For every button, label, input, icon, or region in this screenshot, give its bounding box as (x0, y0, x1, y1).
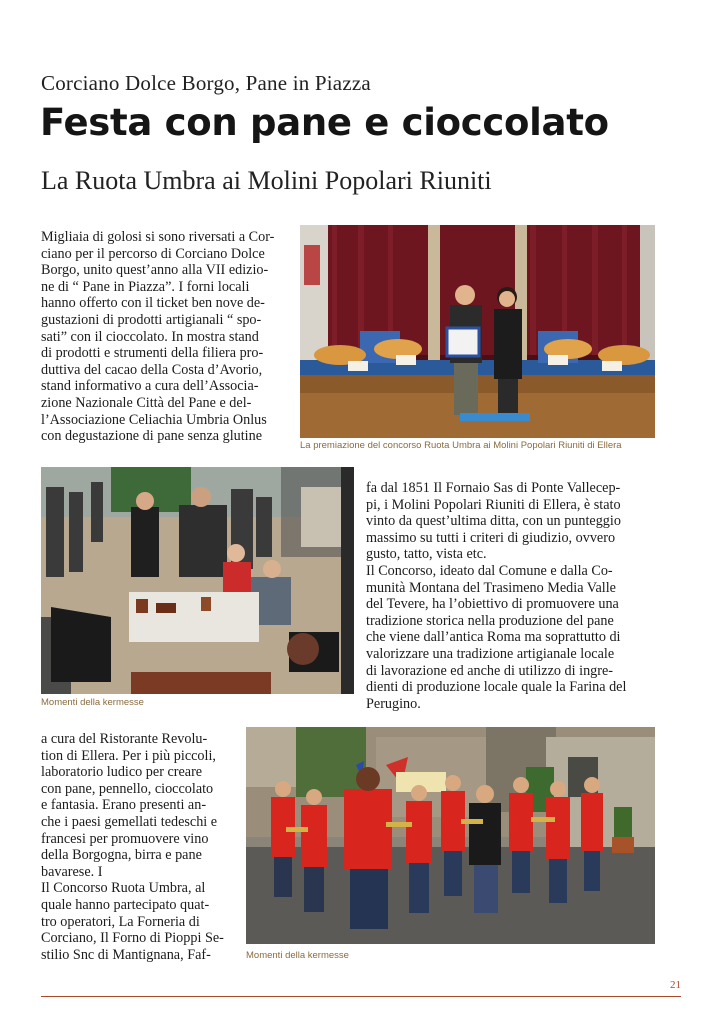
text-column-2 (366, 480, 656, 712)
text-line: quale hanno partecipato quat- (41, 896, 210, 913)
award-ceremony-photo (300, 225, 655, 438)
text-line: gusto, tatto, vista etc. (366, 546, 487, 563)
text-line: a cura del Ristorante Revolu- (41, 731, 208, 747)
page-number: 21 (670, 979, 681, 991)
text-line: stilio Snc di Mantignana, Faf- (41, 946, 211, 963)
text-line: Perugino. (366, 695, 421, 712)
text-column-3 (41, 731, 236, 963)
text-line: valorizzare una tradizione artigianale locale (366, 645, 615, 662)
text-line: pi, i Molini Popolari Riuniti di Ellera, è stato (366, 496, 621, 513)
text-line: bavarese. I (41, 863, 103, 880)
text-column-1 (41, 229, 290, 445)
text-line: Borgo, unito quest’anno alla VII edizio- (41, 262, 269, 279)
text-line: ciano per il percorso di Corciano Dolce (41, 245, 265, 262)
fair-stands-photo (41, 467, 354, 694)
text-line: hanno offerto con il ticket ben nove de- (41, 295, 265, 312)
fair-photo-caption: Momenti della kermesse (41, 697, 144, 708)
text-line: del Tevere, ha l’obiettivo di promuovere una (366, 596, 619, 613)
text-line: zione Nazionale Città del Pane e del- (41, 394, 252, 411)
text-line: tradizione storica nella produzione del pane (366, 612, 614, 629)
text-line: duttiva del cacao della Costa d’Avorio, (41, 361, 263, 378)
text-line: Migliaia di golosi si sono riversati a Cor- (41, 229, 275, 245)
text-line: l’Associazione Celiachia Umbria Onlus (41, 411, 267, 428)
text-line: dienti di produzione locale quale la Farina del (366, 679, 627, 696)
article-subtitle: La Ruota Umbra ai Molini Popolari Riuniti (41, 166, 492, 195)
text-line: e fantasia. Erano presenti an- (41, 797, 207, 814)
text-line: Il Concorso Ruota Umbra, al (41, 880, 206, 897)
article-title: Festa con pane e cioccolato (40, 101, 609, 144)
text-line: gustazioni di prodotti artigianali “ spo- (41, 311, 262, 328)
text-line: tion di Ellera. Per i più piccoli, (41, 747, 216, 764)
text-line: che viene dall’antica Roma ma soprattutto di (366, 629, 621, 646)
text-line: con pane, pennello, cioccolato (41, 780, 214, 797)
text-line: munità Montana del Trasimeno Media Valle (366, 579, 616, 596)
footer-rule (41, 996, 681, 997)
text-line: ne di “ Pane in Piazza”. I forni locali (41, 278, 250, 295)
article-kicker: Corciano Dolce Borgo, Pane in Piazza (41, 71, 371, 95)
marching-band-photo (246, 727, 655, 944)
text-line: Corciano, Il Forno di Pioppi Se- (41, 930, 224, 947)
text-line: stand informativo a cura dell’Associa- (41, 378, 259, 395)
text-line: che i paesi gemellati tedeschi e (41, 813, 218, 830)
text-line: tro operatori, La Forneria di (41, 913, 200, 930)
text-line: vinto da quest’ultima ditta, con un punteggio (366, 513, 621, 530)
band-photo-caption: Momenti della kermesse (246, 950, 349, 961)
text-line: fa dal 1851 Il Fornaio Sas di Ponte Vallecep- (366, 480, 621, 496)
text-line: francesi per promuovere vino (41, 830, 209, 847)
text-line: della Borgogna, birra e pane (41, 847, 202, 864)
text-line: massimo su tutti i criteri di giudizio, ovvero (366, 529, 616, 546)
text-line: sati” con il cioccolato. In mostra stand (41, 328, 259, 345)
text-line: con degustazione di pane senza glutine (41, 428, 263, 445)
text-line: di lavorazione ed anche di utilizzo di ingre- (366, 662, 613, 679)
text-line: laboratorio ludico per creare (41, 764, 203, 781)
text-line: Il Concorso, ideato dal Comune e dalla Co- (366, 562, 613, 579)
text-line: di prodotti e strumenti della filiera pro- (41, 345, 264, 362)
award-photo-caption: La premiazione del concorso Ruota Umbra ai Molini Popolari Riuniti di Ellera (300, 440, 622, 451)
